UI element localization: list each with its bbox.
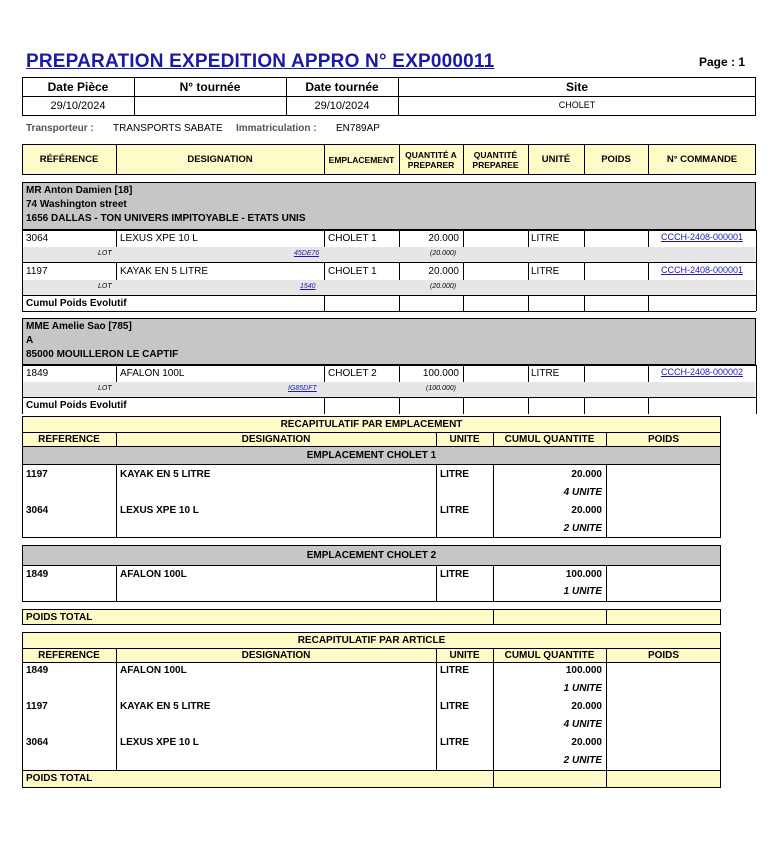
line-designation: KAYAK EN 5 LITRE (120, 266, 208, 277)
lot-label: LOT (98, 250, 112, 257)
article-unite: LITRE (440, 665, 469, 676)
value-date-tournee: 29/10/2024 (314, 100, 370, 112)
label-date-piece: Date Pièce (47, 80, 109, 94)
lot-row (23, 247, 755, 262)
order-link[interactable]: CCCH-2408-000001 (661, 232, 744, 242)
recap-nb: 4 UNITE (563, 487, 602, 498)
article-ref: 3064 (26, 737, 49, 748)
col-commande: N° COMMANDE (666, 153, 738, 165)
article-col-poids: POIDS (647, 650, 680, 661)
article-designation: AFALON 100L (120, 665, 187, 676)
recap-ref: 1849 (26, 569, 49, 580)
value-site: CHOLET (558, 100, 596, 110)
lot-row (23, 382, 755, 397)
immatriculation-value: EN789AP (336, 123, 380, 134)
line-unite: LITRE (531, 266, 560, 277)
recap-unite: LITRE (440, 505, 469, 516)
recap-ref: 3064 (26, 505, 49, 516)
client-address1: A (26, 335, 34, 346)
lot-number-link[interactable]: IG85DFT (288, 385, 317, 392)
recap-col-cumul: CUMUL QUANTITÉ (504, 434, 595, 445)
article-ref: 1849 (26, 665, 49, 676)
lot-number-link[interactable]: 45DE76 (294, 250, 320, 257)
article-nb: 1 UNITE (563, 683, 602, 694)
cumul-label: Cumul Poids Evolutif (26, 298, 127, 309)
article-qte: 20.000 (571, 737, 602, 748)
line-designation: LEXUS XPE 10 L (120, 233, 198, 244)
article-nb: 4 UNITE (563, 719, 602, 730)
line-unite: LITRE (531, 368, 560, 379)
document-title: PREPARATION EXPEDITION APPRO N° EXP000011 (26, 51, 495, 72)
recap-designation: LEXUS XPE 10 L (120, 505, 199, 516)
article-designation: LEXUS XPE 10 L (120, 737, 199, 748)
recap-unite: LITRE (440, 469, 469, 480)
transporteur-label: Transporteur : (26, 123, 94, 134)
col-reference: RÉFÉRENCE (39, 153, 99, 165)
label-date-tournee: Date tournée (305, 80, 379, 94)
recap-article-body (22, 662, 721, 771)
article-designation: KAYAK EN 5 LITRE (120, 701, 211, 712)
recap-col-unite: UNITÉ (449, 434, 480, 445)
line-emplacement: CHOLET 1 (328, 233, 377, 244)
article-qte: 20.000 (571, 701, 602, 712)
recap-ref: 1197 (26, 469, 48, 480)
recap-article-title: RÉCAPITULATIF PAR ARTICLE (297, 635, 446, 646)
line-ref: 3064 (26, 233, 49, 244)
col-designation: DESIGNATION (187, 153, 253, 165)
line-qte: 100.000 (422, 368, 459, 379)
article-ref: 1197 (26, 701, 48, 712)
article-col-designation: DESIGNATION (241, 650, 311, 661)
immatriculation-label: Immatriculation : (236, 123, 317, 134)
lot-qte: (100.000) (426, 385, 456, 392)
order-link[interactable]: CCCH-2408-000002 (661, 367, 744, 377)
article-unite: LITRE (440, 737, 469, 748)
line-ref: 1849 (26, 368, 49, 379)
label-no-tournee: N° tournée (179, 80, 241, 94)
emplacement-group-title: EMPLACEMENT CHOLET 1 (306, 450, 437, 461)
recap-designation: AFALON 100L (120, 569, 187, 580)
cumul-label: Cumul Poids Evolutif (26, 400, 127, 411)
order-link[interactable]: CCCH-2408-000001 (661, 265, 744, 275)
page-number: Page : 1 (699, 55, 746, 69)
article-col-unite: UNITÉ (449, 650, 480, 661)
col-emplacement: EMPLACEMENT (328, 154, 395, 165)
recap-designation: KAYAK EN 5 LITRE (120, 469, 211, 480)
recap-emplacement-title: RÉCAPITULATIF PAR EMPLACEMENT (280, 419, 463, 430)
client-address2: 1656 DALLAS - TON UNIVERS IMPITOYABLE - ETATS UNIS (26, 213, 306, 224)
article-unite: LITRE (440, 701, 469, 712)
line-designation: AFALON 100L (120, 368, 185, 379)
lot-qte: (20.000) (430, 283, 457, 290)
transporteur-value: TRANSPORTS SABATE (113, 123, 223, 134)
recap-nb: 1 UNITE (563, 586, 602, 597)
client-name: MR Anton Damien [18] (26, 185, 133, 196)
recap-qte: 20.000 (571, 469, 602, 480)
line-unite: LITRE (531, 233, 560, 244)
col-poids: POIDS (601, 153, 631, 165)
poids-total-row (22, 770, 721, 788)
lot-qte: (20.000) (430, 250, 457, 257)
line-qte: 20.000 (428, 266, 459, 277)
lot-label: LOT (98, 283, 112, 290)
col-qte-preparer: QUANTITÉ A PREPARER (405, 149, 457, 170)
recap-nb: 2 UNITE (563, 523, 602, 534)
lot-row (23, 280, 755, 295)
recap-unite: LITRE (440, 569, 469, 580)
client-address1: 74 Washington street (26, 199, 127, 210)
article-col-reference: RÉFÉRENCE (38, 650, 100, 661)
col-unite: UNITÉ (541, 153, 571, 165)
poids-total-row (22, 609, 721, 625)
col-qte-preparee: QUANTITÉ PREPAREE (472, 149, 519, 170)
line-ref: 1197 (26, 266, 48, 277)
lot-number-link[interactable]: 1540 (300, 283, 316, 290)
line-qte: 20.000 (428, 233, 459, 244)
label-site: Site (565, 80, 588, 94)
recap-col-designation: DESIGNATION (241, 434, 311, 445)
client-name: MME Amelie Sao [785] (26, 321, 132, 332)
value-date-piece: 29/10/2024 (50, 100, 106, 112)
client-address2: 85000 MOUILLERON LE CAPTIF (26, 349, 179, 360)
recap-qte: 20.000 (571, 505, 602, 516)
recap-col-reference: RÉFÉRENCE (38, 434, 100, 445)
lot-label: LOT (98, 385, 112, 392)
recap-qte: 100.000 (565, 569, 602, 580)
recap-col-poids: POIDS (647, 434, 680, 445)
article-qte: 100.000 (565, 665, 602, 676)
poids-total-label: POIDS TOTAL (26, 612, 93, 623)
poids-total-label: POIDS TOTAL (26, 773, 93, 784)
article-col-cumul: CUMUL QUANTITÉ (504, 650, 595, 661)
emplacement-group-title: EMPLACEMENT CHOLET 2 (306, 550, 437, 561)
article-nb: 2 UNITE (563, 755, 602, 766)
line-emplacement: CHOLET 1 (328, 266, 377, 277)
line-emplacement: CHOLET 2 (328, 368, 377, 379)
